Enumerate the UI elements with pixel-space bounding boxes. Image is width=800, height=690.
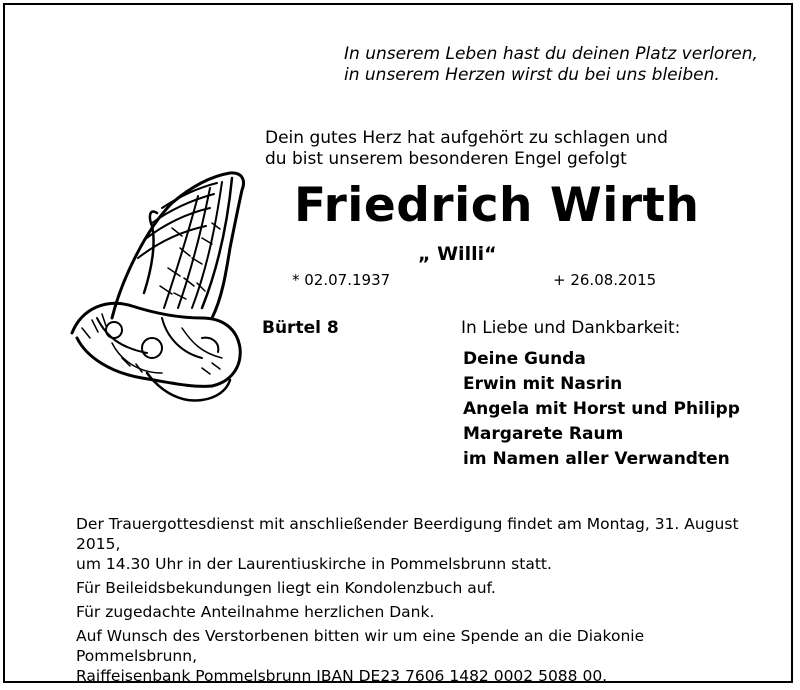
mourners-list (463, 347, 740, 472)
donation-line: Auf Wunsch des Verstorbenen bitten wir um eine Spende an die Diakonie Pommelsbrunn, (76, 627, 645, 665)
deceased-name: Friedrich Wirth (294, 178, 700, 233)
thanks-note: Für zugedachte Anteilnahme herzlichen Dank. (76, 603, 435, 621)
motto (344, 44, 758, 86)
funeral-service-paragraph (76, 514, 756, 574)
mourner-name: Deine Gunda (463, 349, 586, 369)
motto-line: in unserem Herzen wirst du bei uns bleiben. (344, 65, 720, 85)
mourner-name: Erwin mit Nasrin (463, 374, 623, 394)
address: Bürtel 8 (262, 318, 339, 338)
donation-paragraph (76, 626, 756, 686)
mourner-name: Margarete Raum (463, 424, 624, 444)
service-line: Der Trauergottesdienst mit anschließender Beerdigung findet am Montag, 31. August 2015, (76, 515, 739, 553)
birth-date: * 02.07.1937 (292, 271, 391, 289)
service-line: um 14.30 Uhr in der Laurentiuskirche in Pommelsbrunn statt. (76, 555, 552, 573)
motto-line: In unserem Leben hast du deinen Platz verloren, (344, 44, 758, 64)
death-date: + 26.08.2015 (553, 271, 657, 289)
mourners-intro: In Liebe und Dankbarkeit: (461, 318, 681, 338)
service-information (76, 514, 756, 690)
praying-hands-icon (52, 168, 252, 408)
intro-line: Dein gutes Herz hat aufgehört zu schlagen und (265, 128, 668, 148)
donation-line: Raiffeisenbank Pommelsbrunn IBAN DE23 7606 1482 0002 5088 00. (76, 667, 608, 685)
deceased-nickname: „ Willi“ (418, 243, 497, 265)
intro-line: du bist unserem besonderen Engel gefolgt (265, 149, 627, 169)
mourner-name: im Namen aller Verwandten (463, 449, 730, 469)
condolence-book-note: Für Beileidsbekundungen liegt ein Kondolenzbuch auf. (76, 579, 496, 597)
mourner-name: Angela mit Horst und Philipp (463, 399, 740, 419)
intro-text (265, 128, 668, 170)
